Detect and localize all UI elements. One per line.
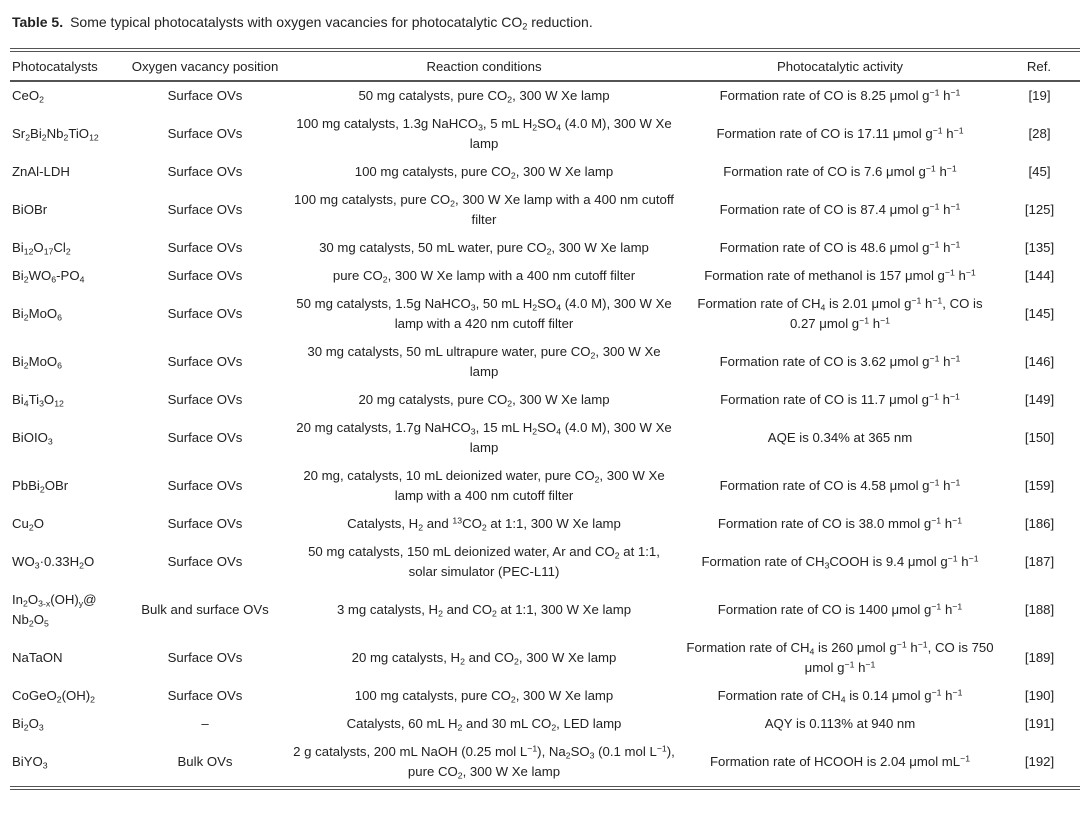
ref-cell: [144]	[1024, 268, 1055, 283]
ref-cell: [146]	[1024, 354, 1055, 369]
reaction-conditions-cell: 100 mg catalysts, pure $CO_2$, 300 W Xe lamp	[354, 164, 614, 181]
header-reaction-conditions: Reaction conditions	[288, 50, 680, 81]
photocatalytic-activity-cell: Formation rate of CO is 7.6 μmol $g^{-1}$ $h^{-1}$	[723, 163, 957, 179]
table-caption-text: Some typical photocatalysts with oxygen vacancies for photocatalytic $CO_2$ reduction.	[70, 14, 593, 32]
reaction-conditions-cell: 100 mg catalysts, 1.3g NaHCO$_3$, 5 mL $H_2SO_4$ (4.0 M), 300 W Xe lamp	[296, 116, 672, 151]
photocatalyst-cell: $CoGeO_2(OH)_2$	[12, 688, 95, 705]
ref-cell: [192]	[1024, 754, 1055, 769]
reaction-conditions-cell: 50 mg catalysts, pure $CO_2$, 300 W Xe lamp	[358, 88, 610, 105]
oxygen-vacancy-position-cell: Surface OVs	[167, 88, 243, 103]
ref-cell: [45]	[1028, 164, 1051, 179]
ref-cell: [145]	[1024, 306, 1055, 321]
header-photocatalytic-activity: Photocatalytic activity	[680, 50, 1000, 81]
table-row	[10, 186, 1080, 234]
photocatalytic-activity-cell: Formation rate of methanol is 157 μmol $g^{-1}$ $h^{-1}$	[704, 267, 976, 283]
photocatalytic-activity-cell: Formation rate of CO is 87.4 μmol $g^{-1}$ $h^{-1}$	[719, 201, 961, 217]
reaction-conditions-cell: Catalysts, 60 mL $H_2$ and 30 mL $CO_2$, LED lamp	[346, 716, 622, 733]
oxygen-vacancy-position-cell: Bulk and surface OVs	[141, 602, 269, 617]
table-row	[10, 386, 1080, 414]
reaction-conditions-cell: 20 mg catalysts, 1.7g NaHCO$_3$, 15 mL $H_2SO_4$ (4.0 M), 300 W Xe lamp	[296, 420, 672, 455]
header-ref: Ref.	[1000, 50, 1080, 81]
photocatalyst-cell: PbBi$_2$OBr	[12, 478, 69, 495]
table-row	[10, 158, 1080, 186]
photocatalyst-cell: NaTaON	[12, 650, 63, 665]
oxygen-vacancy-position-cell: Surface OVs	[167, 554, 243, 569]
reaction-conditions-cell: 20 mg catalysts, pure $CO_2$, 300 W Xe lamp	[358, 392, 610, 409]
reaction-conditions-cell: 100 mg catalysts, pure $CO_2$, 300 W Xe lamp	[354, 688, 614, 705]
reaction-conditions-cell: 50 mg catalysts, 150 mL deionized water, Ar and $CO_2$ at 1:1, solar simulator (PEC-L11)	[308, 544, 660, 579]
reaction-conditions-cell: 2 g catalysts, 200 mL NaOH (0.25 mol $L^{-1}$), $Na_2SO_3$ (0.1 mol $L^{-1}$), pure $CO_2$, 300 W Xe lamp	[293, 743, 675, 781]
photocatalytic-activity-cell: Formation rate of $CH_4$ is 2.01 μmol $g^{-1}$ $h^{-1}$, CO is 0.27 μmol $g^{-1}$ $h^{-1}$	[697, 295, 983, 331]
oxygen-vacancy-position-cell: Surface OVs	[167, 202, 243, 217]
table-row	[10, 462, 1080, 510]
ref-cell: [135]	[1024, 240, 1055, 255]
reaction-conditions-cell: Catalysts, $H_2$ and $^{13}CO_2$ at 1:1, 300 W Xe lamp	[347, 515, 621, 533]
oxygen-vacancy-position-cell: Surface OVs	[167, 354, 243, 369]
photocatalyst-cell: $Bi_2O_3$	[12, 716, 44, 733]
table-caption	[10, 8, 1070, 48]
photocatalytic-activity-cell: Formation rate of CO is 1400 μmol $g^{-1}$ $h^{-1}$	[717, 601, 963, 617]
photocatalyst-cell: $Bi_2WO_6-PO_4$	[12, 268, 85, 285]
oxygen-vacancy-position-cell: Surface OVs	[167, 688, 243, 703]
photocatalytic-activity-cell: Formation rate of CO is 8.25 μmol $g^{-1}$ $h^{-1}$	[719, 87, 961, 103]
photocatalyst-cell: BiOIO$_3$	[12, 430, 53, 447]
table-row	[10, 234, 1080, 262]
reaction-conditions-cell: 30 mg catalysts, 50 mL ultrapure water, pure $CO_2$, 300 W Xe lamp	[307, 344, 661, 379]
photocatalytic-activity-cell: Formation rate of $CH_4$ is 0.14 μmol $g^{-1}$ $h^{-1}$	[717, 687, 963, 705]
oxygen-vacancy-position-cell: Surface OVs	[167, 650, 243, 665]
photocatalyst-cell: $Bi_2MoO_6$	[12, 354, 62, 371]
photocatalyst-cell: CeO$_2$	[12, 88, 44, 105]
table-row	[10, 738, 1080, 788]
oxygen-vacancy-position-cell: Surface OVs	[167, 516, 243, 531]
photocatalyst-cell: ZnAl-LDH	[12, 164, 70, 179]
oxygen-vacancy-position-cell: Surface OVs	[167, 268, 243, 283]
photocatalyst-cell: $WO_3\cdot 0.33H_2O$	[12, 554, 95, 571]
reaction-conditions-cell: 3 mg catalysts, $H_2$ and $CO_2$ at 1:1, 300 W Xe lamp	[336, 602, 632, 619]
ref-cell: [187]	[1024, 554, 1055, 569]
table-row	[10, 110, 1080, 158]
ref-cell: [186]	[1024, 516, 1055, 531]
table-body	[10, 81, 1080, 788]
table-row	[10, 262, 1080, 290]
oxygen-vacancy-position-cell: –	[201, 716, 209, 731]
reaction-conditions-cell: pure $CO_2$, 300 W Xe lamp with a 400 nm cutoff filter	[332, 268, 636, 285]
oxygen-vacancy-position-cell: Surface OVs	[167, 306, 243, 321]
ref-cell: [149]	[1024, 392, 1055, 407]
reaction-conditions-cell: 20 mg, catalysts, 10 mL deionized water, pure $CO_2$, 300 W Xe lamp with a 400 nm cutoff filter	[303, 468, 665, 503]
reaction-conditions-cell: 50 mg catalysts, 1.5g NaHCO$_3$, 50 mL $H_2SO_4$ (4.0 M), 300 W Xe lamp with a 420 nm cutoff filter	[296, 296, 672, 331]
table-row	[10, 634, 1080, 682]
photocatalytic-activity-cell: Formation rate of $CH_4$ is 260 μmol $g^{-1}$ $h^{-1}$, CO is 750 μmol $g^{-1}$ $h^{-1}$	[686, 639, 994, 675]
ref-cell: [28]	[1028, 126, 1051, 141]
photocatalytic-activity-cell: Formation rate of $CH_3COOH$ is 9.4 μmol $g^{-1}$ $h^{-1}$	[701, 553, 979, 571]
table-row	[10, 586, 1080, 634]
table-header	[10, 50, 1080, 81]
table-row	[10, 290, 1080, 338]
table-row	[10, 710, 1080, 738]
ref-cell: [150]	[1024, 430, 1055, 445]
photocatalyst-cell: $In_2O_{3-x}(OH)_y@Nb_2O_5$	[12, 592, 97, 629]
reaction-conditions-cell: 100 mg catalysts, pure $CO_2$, 300 W Xe lamp with a 400 nm cutoff filter	[294, 192, 674, 227]
header-photocatalysts: Photocatalysts	[10, 50, 122, 81]
table-row	[10, 510, 1080, 538]
photocatalytic-activity-cell: Formation rate of CO is 4.58 μmol $g^{-1}$ $h^{-1}$	[719, 477, 961, 493]
table-row	[10, 81, 1080, 110]
ref-cell: [189]	[1024, 650, 1055, 665]
header-oxygen-vacancy-position: Oxygen vacancy position	[122, 50, 288, 81]
photocatalytic-activity-cell: Formation rate of CO is 38.0 mmol $g^{-1}$ $h^{-1}$	[717, 515, 963, 531]
ref-cell: [191]	[1024, 716, 1055, 731]
photocatalyst-cell: $Bi_{12}O_{17}Cl_2$	[12, 240, 71, 257]
photocatalytic-activity-cell: Formation rate of CO is 11.7 μmol $g^{-1}$ $h^{-1}$	[720, 391, 960, 407]
photocatalyst-cell: BiYO$_3$	[12, 754, 48, 771]
oxygen-vacancy-position-cell: Bulk OVs	[177, 754, 233, 769]
photocatalytic-activity-cell: AQE is 0.34% at 365 nm	[767, 430, 913, 445]
oxygen-vacancy-position-cell: Surface OVs	[167, 478, 243, 493]
ref-cell: [125]	[1024, 202, 1055, 217]
photocatalytic-activity-cell: Formation rate of HCOOH is 2.04 μmol $mL^{-1}$	[709, 753, 971, 769]
table-caption-label: Table 5.	[12, 14, 64, 30]
header-row	[10, 50, 1080, 81]
photocatalyst-cell: BiOBr	[12, 202, 48, 217]
ref-cell: [159]	[1024, 478, 1055, 493]
photocatalyst-cell: $Bi_2MoO_6$	[12, 306, 62, 323]
ref-cell: [190]	[1024, 688, 1055, 703]
reaction-conditions-cell: 30 mg catalysts, 50 mL water, pure $CO_2$, 300 W Xe lamp	[319, 240, 649, 257]
table-row	[10, 538, 1080, 586]
reaction-conditions-cell: 20 mg catalysts, $H_2$ and $CO_2$, 300 W Xe lamp	[351, 650, 617, 667]
photocatalyst-cell: $Bi_4Ti_3O_{12}$	[12, 392, 64, 409]
oxygen-vacancy-position-cell: Surface OVs	[167, 430, 243, 445]
oxygen-vacancy-position-cell: Surface OVs	[167, 240, 243, 255]
oxygen-vacancy-position-cell: Surface OVs	[167, 392, 243, 407]
photocatalysts-table	[10, 48, 1080, 790]
oxygen-vacancy-position-cell: Surface OVs	[167, 126, 243, 141]
photocatalyst-cell: $Cu_2O$	[12, 516, 44, 533]
table-row	[10, 682, 1080, 710]
ref-cell: [188]	[1024, 602, 1055, 617]
photocatalytic-activity-cell: AQY is 0.113% at 940 nm	[764, 716, 916, 731]
photocatalytic-activity-cell: Formation rate of CO is 3.62 μmol $g^{-1}$ $h^{-1}$	[719, 353, 961, 369]
oxygen-vacancy-position-cell: Surface OVs	[167, 164, 243, 179]
photocatalytic-activity-cell: Formation rate of CO is 48.6 μmol $g^{-1}$ $h^{-1}$	[719, 239, 961, 255]
ref-cell: [19]	[1028, 88, 1051, 103]
table-row	[10, 338, 1080, 386]
table-row	[10, 414, 1080, 462]
photocatalytic-activity-cell: Formation rate of CO is 17.11 μmol $g^{-1}$ $h^{-1}$	[716, 125, 964, 141]
photocatalyst-cell: $Sr_2Bi_2Nb_2TiO_{12}$	[12, 126, 99, 143]
